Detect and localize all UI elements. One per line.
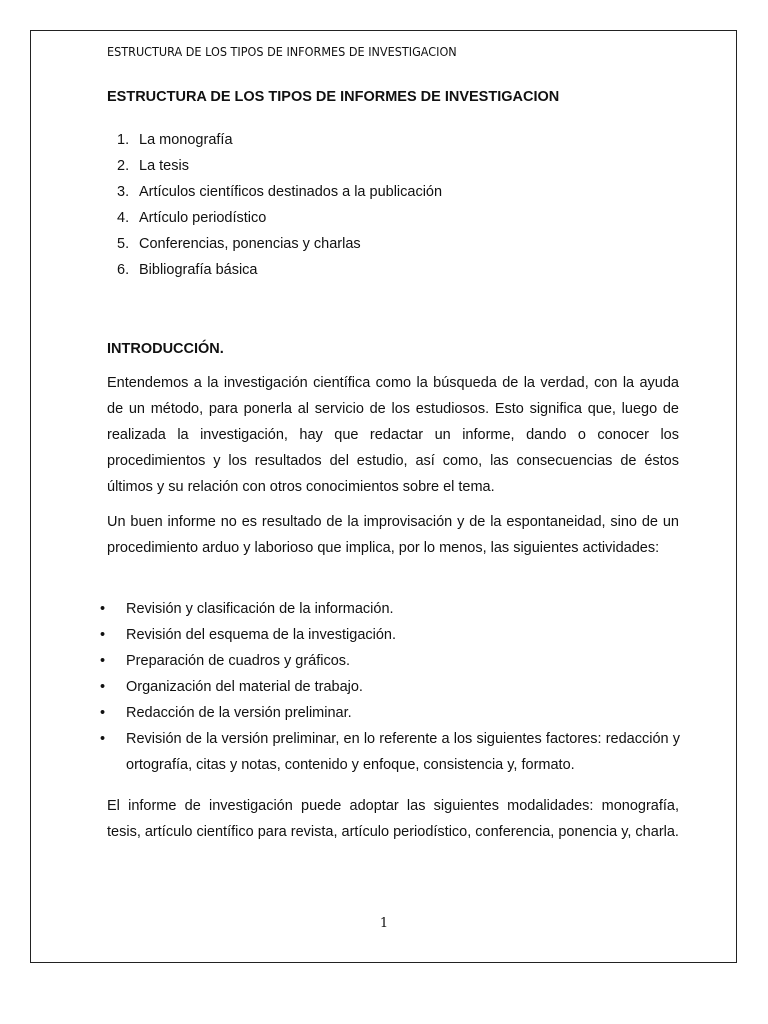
toc-item-label: Artículo periodístico (139, 210, 267, 226)
section-heading-introduccion: INTRODUCCIÓN. (107, 341, 224, 357)
bullet-item (100, 674, 680, 700)
bullet-item (100, 622, 680, 648)
bullet-icon: • (100, 679, 106, 695)
toc-item-label: La tesis (139, 158, 189, 174)
document-title: ESTRUCTURA DE LOS TIPOS DE INFORMES DE INVESTIGACION (107, 89, 560, 105)
toc-list (117, 130, 442, 286)
toc-item-number: 5. (117, 236, 130, 252)
toc-item-label: Bibliografía básica (139, 262, 258, 278)
toc-item (117, 208, 442, 234)
bullet-icon: • (100, 705, 106, 721)
toc-item-label: Conferencias, ponencias y charlas (139, 236, 361, 252)
toc-item-number: 1. (117, 132, 130, 148)
toc-item-number: 6. (117, 262, 130, 278)
bullet-icon: • (100, 601, 106, 617)
activities-bullet-list (100, 596, 680, 778)
toc-item (117, 182, 442, 208)
bullet-item (100, 596, 680, 622)
bullet-item (100, 648, 680, 674)
bullet-icon: • (100, 653, 106, 669)
bullet-item (100, 726, 680, 778)
toc-item-label: La monografía (139, 132, 233, 148)
toc-item-number: 3. (117, 184, 130, 200)
bullet-item-text: Redacción de la versión preliminar. (126, 705, 352, 721)
toc-item (117, 156, 442, 182)
paragraph-modalidades: El informe de investigación puede adoptar las siguientes modalidades: monografía, tesis, artículo científico para revista, artículo periodístico, conferencia, ponencia y, charla. (107, 798, 679, 840)
bullet-icon: • (100, 731, 106, 747)
bullet-item-text: Organización del material de trabajo. (126, 679, 363, 695)
bullet-item-text: Revisión del esquema de la investigación. (126, 627, 397, 643)
toc-item (117, 260, 442, 286)
toc-item-number: 2. (117, 158, 130, 174)
bullet-item-text: Revisión de la versión preliminar, en lo referente a los siguientes factores: redacción y ortografía, citas y notas, contenido y enfoque, consistencia y, formato. (126, 731, 680, 773)
paragraph-intro-1: Entendemos a la investigación científica como la búsqueda de la verdad, con la ayuda de un método, para ponerla al servicio de los estudiosos. Esto significa que, luego de realizada la investigación, hay que redactar un informe, dando o conocer los procedimientos y los resultados del estudio, así como, las consecuencias de éstos últimos y su relación con otros conocimientos sobre el tema. (107, 375, 679, 495)
toc-item (117, 234, 442, 260)
bullet-icon: • (100, 627, 106, 643)
toc-item (117, 130, 442, 156)
paragraph-intro-2: Un buen informe no es resultado de la improvisación y de la espontaneidad, sino de un procedimiento arduo y laborioso que implica, por lo menos, las siguientes actividades: (107, 514, 679, 556)
toc-item-label: Artículos científicos destinados a la publicación (139, 184, 443, 200)
page-number: 1 (379, 916, 389, 931)
bullet-item (100, 700, 680, 726)
bullet-item-text: Preparación de cuadros y gráficos. (126, 653, 351, 669)
running-header: ESTRUCTURA DE LOS TIPOS DE INFORMES DE INVESTIGACION (107, 44, 457, 59)
bullet-item-text: Revisión y clasificación de la información. (126, 601, 394, 617)
toc-item-number: 4. (117, 210, 130, 226)
